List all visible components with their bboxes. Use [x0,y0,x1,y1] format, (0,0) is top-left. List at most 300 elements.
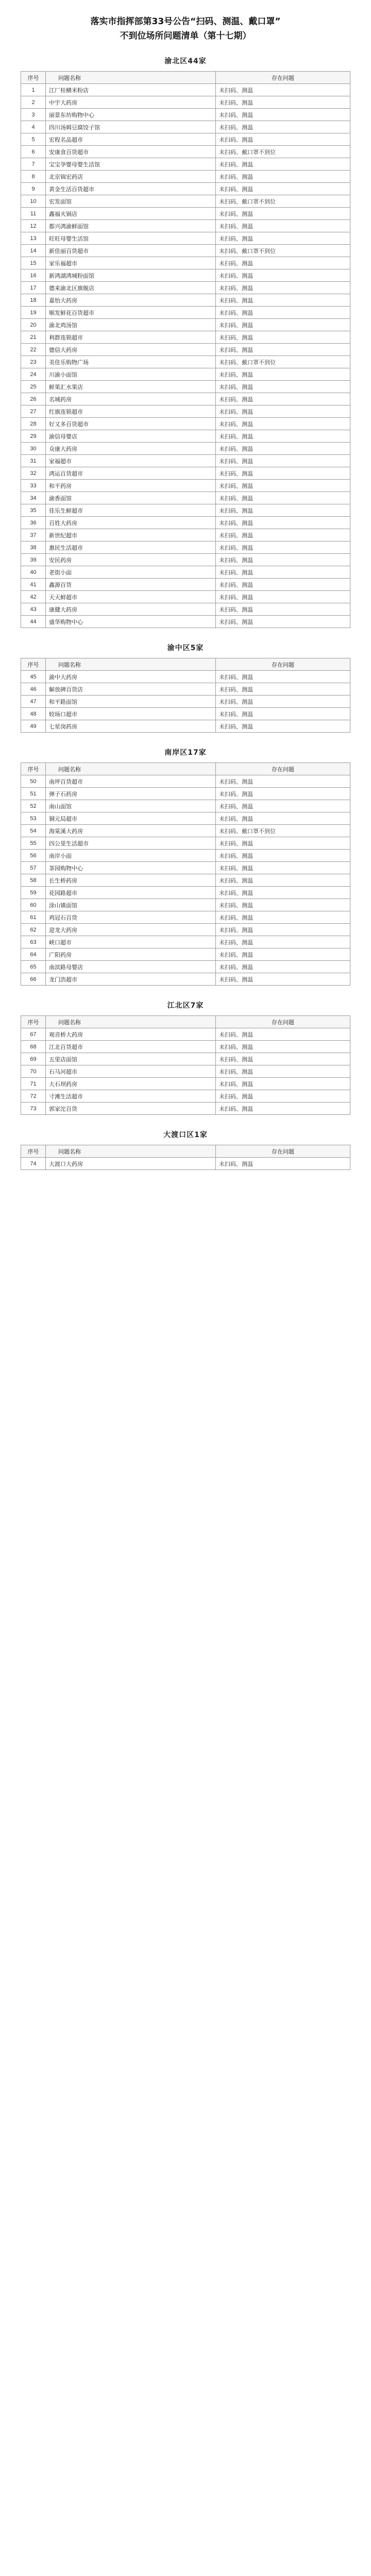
row-number: 43 [21,603,46,616]
venue-name: 江厂桂鳝米粉店 [46,84,216,96]
venue-name: 川渝小面馆 [46,368,216,381]
header-status: 存在问题 [216,1145,350,1158]
table-row [21,529,350,541]
table-row [21,936,350,948]
venue-name: 和平路面馆 [46,696,216,708]
header-name: 问题名称 [46,763,216,775]
venue-name: 铜元局超市 [46,812,216,825]
problem-text: 未扫码、测温 [216,1103,350,1115]
row-number: 73 [21,1103,46,1115]
table-row [21,874,350,887]
table-row [21,1078,350,1090]
venue-table [21,71,350,628]
row-number: 42 [21,591,46,603]
table-row [21,616,350,628]
problem-text: 未扫码、测温 [216,121,350,133]
table-row [21,245,350,257]
district-heading: 渝中区5家 [167,644,204,652]
row-number: 28 [21,418,46,430]
row-number: 27 [21,405,46,418]
problem-text: 未扫码、测温 [216,307,350,319]
problem-text: 未扫码、测温 [216,924,350,936]
venue-name: 广阳药房 [46,948,216,961]
row-number: 40 [21,566,46,579]
row-number: 30 [21,443,46,455]
venue-name: 南山面馆 [46,800,216,812]
table-row [21,788,350,800]
table-header-row [21,1145,350,1158]
venue-name: 黄金生活百货超市 [46,183,216,195]
venue-name: 天天鲜超市 [46,591,216,603]
row-number: 11 [21,208,46,220]
problem-text: 未扫码、测温 [216,911,350,924]
row-number: 29 [21,430,46,443]
problem-text: 未扫码、测温 [216,948,350,961]
table-row [21,171,350,183]
table-row [21,430,350,443]
row-number: 57 [21,862,46,874]
table-row [21,800,350,812]
problem-text: 未扫码、测温 [216,862,350,874]
table-row [21,195,350,208]
venue-name: 渝香面馆 [46,492,216,504]
table-row [21,405,350,418]
row-number: 20 [21,319,46,331]
venue-table [21,1145,350,1170]
district-heading: 南岸区17家 [164,749,207,757]
venue-name: 大渡口大药房 [46,1158,216,1170]
venue-name: 盛华购物中心 [46,616,216,628]
table-row [21,899,350,911]
problem-text: 未扫码、测温 [216,393,350,405]
venue-name: 四公里生活超市 [46,837,216,850]
row-number: 67 [21,1028,46,1041]
table-row [21,973,350,986]
problem-text: 未扫码、测温 [216,133,350,146]
row-number: 4 [21,121,46,133]
problem-text: 未扫码、测温 [216,158,350,171]
table-row [21,368,350,381]
header-no: 序号 [21,1145,46,1158]
row-number: 72 [21,1090,46,1103]
table-row [21,356,350,368]
problem-text: 未扫码、测温 [216,887,350,899]
header-no: 序号 [21,72,46,84]
table-row [21,393,350,405]
table-row [21,208,350,220]
venue-name: 较场口超市 [46,708,216,720]
table-row [21,554,350,566]
problem-text: 未扫码、测温 [216,467,350,480]
table-row [21,603,350,616]
table-row [21,331,350,344]
table-row [21,517,350,529]
venue-name: 新世纪超市 [46,529,216,541]
row-number: 41 [21,579,46,591]
problem-text: 未扫码、测温 [216,418,350,430]
problem-text: 未扫码、测温 [216,381,350,393]
row-number: 68 [21,1041,46,1053]
table-row [21,480,350,492]
header-no: 序号 [21,658,46,671]
table-row [21,504,350,517]
table-row [21,812,350,825]
venue-name: 安康食百货超市 [46,146,216,158]
venue-name: 好又多百货超市 [46,418,216,430]
row-number: 71 [21,1078,46,1090]
row-number: 74 [21,1158,46,1170]
table-row [21,579,350,591]
row-number: 49 [21,720,46,733]
venue-name: 安民药房 [46,554,216,566]
table-row [21,696,350,708]
problem-text: 未扫码、测温 [216,368,350,381]
problem-text: 未扫码、测温 [216,269,350,282]
problem-text: 未扫码、测温 [216,257,350,269]
problem-text: 未扫码、测温 [216,405,350,418]
row-number: 38 [21,541,46,554]
problem-text: 未扫码、测温 [216,282,350,294]
table-row [21,1028,350,1041]
problem-text: 未扫码、测温 [216,1053,350,1065]
problem-text: 未扫码、测温 [216,1078,350,1090]
row-number: 63 [21,936,46,948]
table-row [21,850,350,862]
venue-name: 家福超市 [46,455,216,467]
problem-text: 未扫码、测温 [216,671,350,683]
venue-name: 惠民生活超市 [46,541,216,554]
venue-name: 龙门浩超市 [46,973,216,986]
problem-text: 未扫码、测温 [216,480,350,492]
row-number: 35 [21,504,46,517]
venue-name: 红旗连锁超市 [46,405,216,418]
venue-table [21,658,350,733]
venue-name: 鲜果汇水果店 [46,381,216,393]
venue-name: 郭家沱百货 [46,1103,216,1115]
row-number: 2 [21,96,46,109]
row-number: 12 [21,220,46,232]
problem-text: 未扫码、测温 [216,541,350,554]
row-number: 25 [21,381,46,393]
venue-name: 顺发鲜花百货超市 [46,307,216,319]
row-number: 58 [21,874,46,887]
problem-text: 未扫码、戴口罩不到位 [216,825,350,837]
problem-text: 未扫码、测温 [216,603,350,616]
row-number: 17 [21,282,46,294]
problem-text: 未扫码、测温 [216,708,350,720]
problem-text: 未扫码、测温 [216,973,350,986]
venue-name: 渝中大药房 [46,671,216,683]
row-number: 37 [21,529,46,541]
row-number: 60 [21,899,46,911]
table-row [21,1158,350,1170]
venue-name: 老街小面 [46,566,216,579]
row-number: 13 [21,232,46,245]
row-number: 70 [21,1065,46,1078]
venue-name: 南滨路母婴店 [46,961,216,973]
problem-text: 未扫码、测温 [216,579,350,591]
venue-name: 新佳丽百货超市 [46,245,216,257]
problem-text: 未扫码、测温 [216,812,350,825]
header-name: 问题名称 [46,1145,216,1158]
row-number: 66 [21,973,46,986]
row-number: 22 [21,344,46,356]
row-number: 1 [21,84,46,96]
table-row [21,566,350,579]
venue-name: 和平药房 [46,480,216,492]
row-number: 21 [21,331,46,344]
table-row [21,1090,350,1103]
problem-text: 未扫码、测温 [216,220,350,232]
venue-name: 德来渝北区旗舰店 [46,282,216,294]
table-row [21,183,350,195]
row-number: 8 [21,171,46,183]
district-heading: 江北区7家 [167,1002,204,1010]
table-row [21,1103,350,1115]
row-number: 7 [21,158,46,171]
problem-text: 未扫码、测温 [216,874,350,887]
table-row [21,683,350,696]
problem-text: 未扫码、测温 [216,96,350,109]
problem-text: 未扫码、戴口罩不到位 [216,245,350,257]
venue-name: 都兴鸿渝鲜面馆 [46,220,216,232]
table-row [21,1053,350,1065]
venue-name: 解放碑百货店 [46,683,216,696]
row-number: 9 [21,183,46,195]
table-row [21,121,350,133]
problem-text: 未扫码、测温 [216,1158,350,1170]
header-status: 存在问题 [216,1016,350,1028]
table-row [21,133,350,146]
problem-text: 未扫码、测温 [216,554,350,566]
header-status: 存在问题 [216,763,350,775]
table-row [21,708,350,720]
venue-name: 宏程名品超市 [46,133,216,146]
problem-text: 未扫码、测温 [216,1028,350,1041]
venue-name: 五里店面馆 [46,1053,216,1065]
row-number: 34 [21,492,46,504]
table-row [21,109,350,121]
problem-text: 未扫码、测温 [216,455,350,467]
title-line-2: 不到位场所问题清单（第十七期） [120,31,251,41]
problem-text: 未扫码、测温 [216,171,350,183]
row-number: 56 [21,850,46,862]
row-number: 3 [21,109,46,121]
row-number: 45 [21,671,46,683]
row-number: 62 [21,924,46,936]
table-row [21,344,350,356]
header-status: 存在问题 [216,72,350,84]
venue-name: 宏发面馆 [46,195,216,208]
problem-text: 未扫码、测温 [216,232,350,245]
table-row [21,96,350,109]
table-row [21,158,350,171]
problem-text: 未扫码、测温 [216,517,350,529]
problem-text: 未扫码、测温 [216,683,350,696]
row-number: 16 [21,269,46,282]
problem-text: 未扫码、测温 [216,109,350,121]
row-number: 23 [21,356,46,368]
row-number: 36 [21,517,46,529]
venue-name: 丽景东坊购物中心 [46,109,216,121]
venue-table [21,1015,350,1115]
problem-text: 未扫码、测温 [216,566,350,579]
district-section [21,53,350,628]
table-row [21,1041,350,1053]
problem-text: 未扫码、测温 [216,837,350,850]
table-row [21,591,350,603]
venue-name: 康健大药房 [46,603,216,616]
problem-text: 未扫码、戴口罩不到位 [216,146,350,158]
district-section [21,744,350,986]
venue-name: 渝信母婴店 [46,430,216,443]
venue-name: 鑫源百货 [46,579,216,591]
table-row [21,887,350,899]
table-row [21,948,350,961]
venue-name: 旺旺母婴生活馆 [46,232,216,245]
table-row [21,220,350,232]
row-number: 5 [21,133,46,146]
table-header-row [21,658,350,671]
venue-name: 鑫福火锅店 [46,208,216,220]
venue-name: 家乐福超市 [46,257,216,269]
problem-text: 未扫码、测温 [216,331,350,344]
table-row [21,294,350,307]
problem-text: 未扫码、测温 [216,696,350,708]
table-row [21,862,350,874]
table-header-row [21,763,350,775]
table-header-row [21,1016,350,1028]
row-number: 19 [21,307,46,319]
table-row [21,1065,350,1078]
row-number: 10 [21,195,46,208]
problem-text: 未扫码、测温 [216,294,350,307]
row-number: 50 [21,775,46,788]
table-row [21,307,350,319]
venue-name: 涂山镇面馆 [46,899,216,911]
row-number: 24 [21,368,46,381]
venue-name: 四川汤姆豆腐饺子馆 [46,121,216,133]
table-row [21,319,350,331]
table-header-row [21,72,350,84]
table-row [21,720,350,733]
table-row [21,418,350,430]
row-number: 18 [21,294,46,307]
venue-name: 七星岗药房 [46,720,216,733]
table-row [21,381,350,393]
venue-name: 海棠溪大药房 [46,825,216,837]
venue-name: 南坪百货超市 [46,775,216,788]
venue-name: 鸡冠石百货 [46,911,216,924]
row-number: 39 [21,554,46,566]
venue-name: 寸滩生活超市 [46,1090,216,1103]
problem-text: 未扫码、测温 [216,720,350,733]
row-number: 47 [21,696,46,708]
venue-name: 美佳乐购物广场 [46,356,216,368]
problem-text: 未扫码、测温 [216,591,350,603]
venue-name: 江北百货超市 [46,1041,216,1053]
venue-name: 鸿运百货超市 [46,467,216,480]
problem-text: 未扫码、测温 [216,84,350,96]
page-title [21,14,350,43]
table-row [21,269,350,282]
problem-text: 未扫码、测温 [216,936,350,948]
table-row [21,961,350,973]
row-number: 6 [21,146,46,158]
table-row [21,467,350,480]
row-number: 15 [21,257,46,269]
table-row [21,84,350,96]
problem-text: 未扫码、测温 [216,443,350,455]
table-row [21,924,350,936]
problem-text: 未扫码、测温 [216,961,350,973]
district-section [21,639,350,733]
venue-name: 大石坝药房 [46,1078,216,1090]
row-number: 26 [21,393,46,405]
row-number: 59 [21,887,46,899]
problem-text: 未扫码、测温 [216,430,350,443]
row-number: 14 [21,245,46,257]
problem-text: 未扫码、测温 [216,344,350,356]
venue-name: 嘉怡大药房 [46,294,216,307]
venue-name: 南岸小面 [46,850,216,862]
header-status: 存在问题 [216,658,350,671]
district-heading: 大渡口区1家 [163,1131,208,1139]
row-number: 52 [21,800,46,812]
table-row [21,443,350,455]
header-name: 问题名称 [46,1016,216,1028]
table-row [21,825,350,837]
venue-name: 德信大药房 [46,344,216,356]
venue-name: 渝北鸡汤馆 [46,319,216,331]
problem-text: 未扫码、测温 [216,899,350,911]
venue-name: 利群连锁超市 [46,331,216,344]
problem-text: 未扫码、戴口罩不到位 [216,195,350,208]
row-number: 48 [21,708,46,720]
problem-text: 未扫码、测温 [216,1090,350,1103]
venue-name: 观音桥大药房 [46,1028,216,1041]
row-number: 51 [21,788,46,800]
title-line-1: 落实市指挥部第33号公告“扫码、测温、戴口罩” [90,16,281,27]
problem-text: 未扫码、测温 [216,616,350,628]
table-row [21,232,350,245]
row-number: 53 [21,812,46,825]
header-no: 序号 [21,763,46,775]
row-number: 31 [21,455,46,467]
row-number: 54 [21,825,46,837]
row-number: 44 [21,616,46,628]
table-row [21,671,350,683]
row-number: 55 [21,837,46,850]
problem-text: 未扫码、测温 [216,492,350,504]
venue-name: 石马河超市 [46,1065,216,1078]
venue-name: 新鸿湖鸿城粉面馆 [46,269,216,282]
row-number: 33 [21,480,46,492]
problem-text: 未扫码、测温 [216,1065,350,1078]
table-row [21,775,350,788]
venue-name: 长生桥药房 [46,874,216,887]
document [21,14,350,1170]
header-name: 问题名称 [46,658,216,671]
table-row [21,492,350,504]
venue-name: 宝宝孕婴母婴生活馆 [46,158,216,171]
header-name: 问题名称 [46,72,216,84]
header-no: 序号 [21,1016,46,1028]
venue-name: 花园路超市 [46,887,216,899]
venue-name: 众康大药房 [46,443,216,455]
row-number: 69 [21,1053,46,1065]
venue-name: 中宇大药房 [46,96,216,109]
